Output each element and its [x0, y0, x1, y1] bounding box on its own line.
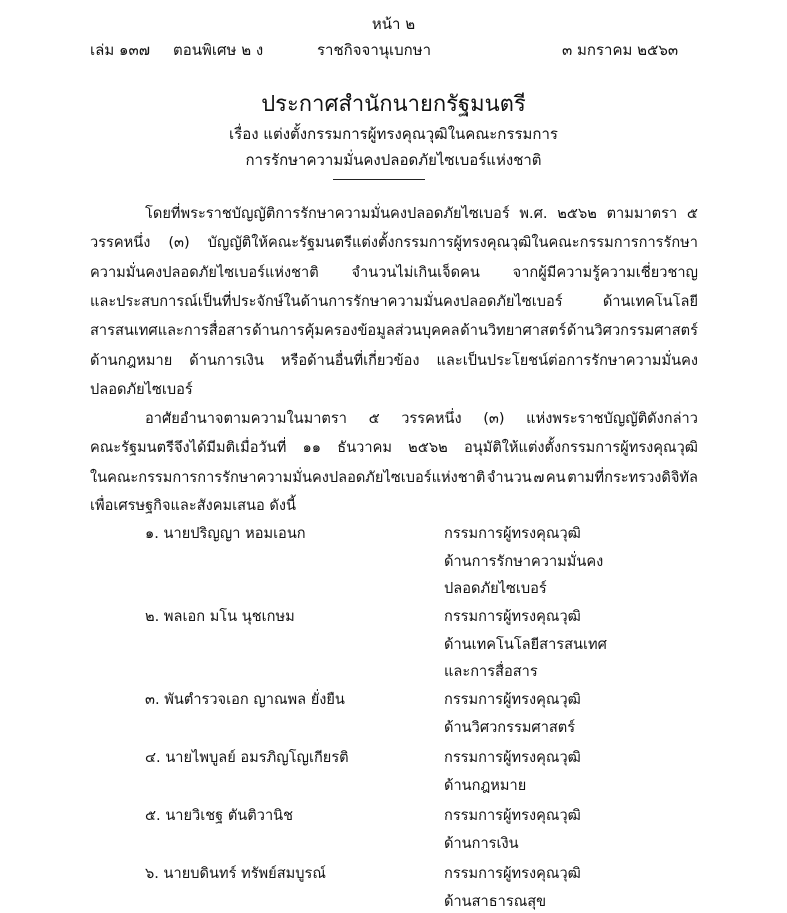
publication-name: ราชกิจจานุเบกษา: [317, 41, 432, 59]
text-segment: ๒๕๖๒: [557, 205, 597, 222]
text-segment: ๕: [686, 205, 698, 222]
title-divider: [333, 179, 425, 180]
text-segment: ธันวาคม: [337, 439, 392, 457]
member-name: ๔. นายไพบูลย์ อมรภิญโญเกียรติ: [145, 749, 349, 766]
text-segment: โดยที่พระราชบัญญัติการรักษาความมั่นคงปลอดภัยไซเบอร์: [145, 205, 510, 222]
text-segment: สารสนเทศและการสื่อสาร: [90, 322, 252, 340]
volume-label: เล่ม ๑๓๗: [90, 41, 151, 59]
member-role-line: กรรมการผู้ทรงคุณวุฒิ: [444, 608, 581, 625]
paragraph-1-last-line: ปลอดภัยไซเบอร์: [90, 381, 193, 398]
text-segment: และประสบการณ์เป็นที่ประจักษ์ในด้านการรักษาความมั่นคงปลอดภัยไซเบอร์: [90, 292, 563, 310]
text-segment: ด้านการเงิน: [189, 351, 264, 369]
member-name: ๒. พลเอก มโน นุชเกษม: [145, 608, 295, 625]
text-segment: ความมั่นคงปลอดภัยไซเบอร์แห่งชาติ: [90, 263, 319, 281]
text-segment: ด้านวิศวกรรมศาสตร์: [566, 322, 698, 340]
member-role-line: และการสื่อสาร: [444, 663, 538, 681]
paragraph-1-line: [90, 319, 698, 342]
subject-line-2: การรักษาความมั่นคงปลอดภัยไซเบอร์แห่งชาติ: [245, 151, 542, 169]
text-segment: หรือด้านอื่นที่เกี่ยวข้อง: [280, 351, 420, 369]
text-segment: ในคณะกรรมการการรักษาความมั่นคงปลอดภัยไซเบอร์แห่งชาติ: [90, 468, 486, 486]
text-segment: พ.ศ.: [519, 205, 548, 222]
text-segment: ด้านกฎหมาย: [90, 351, 173, 369]
publication-date: ๓ มกราคม ๒๕๖๓: [562, 41, 679, 59]
text-segment: จำนวน: [486, 468, 532, 486]
member-role-line: กรรมการผู้ทรงคุณวุฒิ: [444, 691, 581, 708]
member-name: ๑. นายปริญญา หอมเอนก: [145, 525, 306, 542]
member-role-line: ด้านเทคโนโลยีสารสนเทศ: [444, 635, 607, 653]
member-role-line: ด้านวิศวกรรมศาสตร์: [444, 718, 576, 736]
paragraph-1-line: [90, 349, 698, 372]
text-segment: วรรคหนึ่ง: [401, 410, 462, 427]
paragraph-1-line: [90, 290, 698, 313]
member-role-line: กรรมการผู้ทรงคุณวุฒิ: [444, 865, 581, 882]
text-segment: ๗: [533, 468, 545, 486]
member-role-line: กรรมการผู้ทรงคุณวุฒิ: [444, 525, 581, 542]
text-segment: ตามที่กระทรวงดิจิทัล: [567, 468, 698, 486]
text-segment: และเป็นประโยชน์ต่อการรักษาความมั่นคง: [436, 351, 698, 369]
text-segment: แห่งพระราชบัญญัติดังกล่าว: [526, 410, 698, 427]
text-segment: ๕: [368, 410, 380, 427]
text-segment: อนุมัติให้แต่งตั้งกรรมการผู้ทรงคุณวุฒิ: [463, 439, 698, 457]
text-segment: วรรคหนึ่ง: [90, 234, 151, 252]
paragraph-2-last-line: เพื่อเศรษฐกิจและสังคมเสนอ ดังนี้: [90, 497, 296, 514]
paragraph-1-line: [145, 202, 698, 225]
member-role-line: กรรมการผู้ทรงคุณวุฒิ: [444, 749, 581, 766]
member-name: ๕. นายวิเชฐ ตันติวานิช: [145, 807, 294, 824]
text-segment: (๓): [483, 410, 505, 427]
announcement-title: ประกาศสำนักนายกรัฐมนตรี: [261, 92, 526, 117]
member-role-line: ด้านการรักษาความมั่นคง: [444, 552, 604, 570]
text-segment: ตามมาตรา: [606, 205, 678, 222]
paragraph-2-line: [90, 436, 698, 459]
text-segment: จำนวนไม่เกินเจ็ดคน: [351, 263, 480, 281]
member-name: ๓. พันตำรวจเอก ญาณพล ยั่งยืน: [145, 691, 345, 708]
member-role-line: ด้านสาธารณสุข: [444, 892, 547, 910]
text-segment: ด้านการคุ้มครองข้อมูลส่วนบุคคล: [252, 322, 460, 340]
text-segment: (๓): [168, 234, 190, 252]
section-label: ตอนพิเศษ ๒ ง: [173, 41, 264, 59]
text-segment: บัญญัติให้คณะรัฐมนตรีแต่งตั้งกรรมการผู้ทรงคุณวุฒิในคณะกรรมการการรักษา: [207, 234, 698, 252]
text-segment: คณะรัฐมนตรีจึงได้มีมติเมื่อวันที่: [90, 439, 287, 457]
paragraph-2-line: [90, 466, 698, 489]
paragraph-1-line: [90, 261, 698, 284]
text-segment: จากผู้มีความรู้ความเชี่ยวชาญ: [512, 263, 698, 281]
paragraph-1-line: [90, 231, 698, 254]
text-segment: ๒๕๖๒: [408, 439, 448, 457]
member-role-line: ปลอดภัยไซเบอร์: [444, 580, 547, 598]
subject-line-1: เรื่อง แต่งตั้งกรรมการผู้ทรงคุณวุฒิในคณะกรรมการ: [229, 125, 558, 143]
text-segment: ๑๑: [302, 439, 322, 457]
text-segment: คน: [545, 468, 566, 486]
text-segment: ด้านวิทยาศาสตร์: [460, 322, 567, 340]
text-segment: ด้านเทคโนโลยี: [602, 292, 698, 310]
paragraph-2-line: [145, 407, 698, 430]
text-segment: อาศัยอำนาจตามความในมาตรา: [145, 410, 347, 427]
page-number: หน้า ๒: [371, 15, 416, 33]
member-role-line: กรรมการผู้ทรงคุณวุฒิ: [444, 807, 581, 824]
member-role-line: ด้านกฎหมาย: [444, 776, 527, 794]
member-name: ๖. นายบดินทร์ ทรัพย์สมบูรณ์: [145, 865, 326, 882]
member-role-line: ด้านการเงิน: [444, 834, 519, 852]
